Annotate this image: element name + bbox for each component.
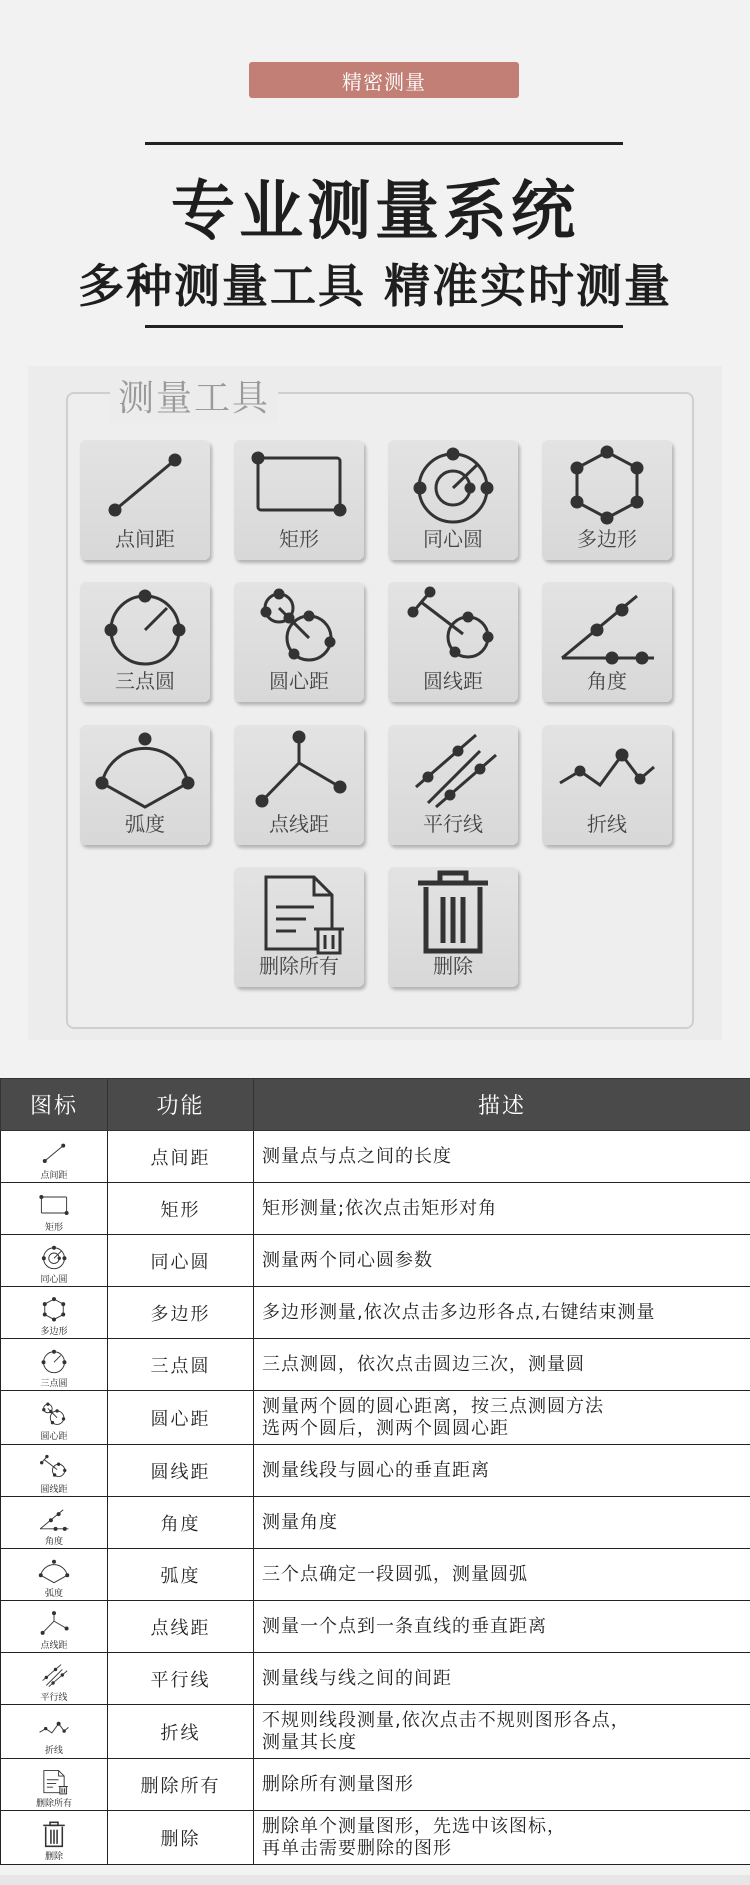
tool-label: 平行线 xyxy=(423,812,483,836)
circle-line-distance-icon xyxy=(34,1449,74,1485)
row-icon-cell xyxy=(1,1445,108,1497)
tool-label: 角度 xyxy=(587,669,627,693)
row-description: 矩形测量;依次点击矩形对角 xyxy=(254,1183,750,1235)
circle-line-distance-icon xyxy=(388,582,518,670)
row-icon-cell xyxy=(1,1183,108,1235)
tool-circle-line-distance[interactable] xyxy=(388,582,518,702)
row-description: 三个点确定一段圆弧，测量圆弧 xyxy=(254,1549,750,1601)
row-description: 测量线与线之间的间距 xyxy=(254,1653,750,1705)
tool-label: 三点圆 xyxy=(115,669,175,693)
point-line-distance-icon xyxy=(234,725,364,813)
page-subtitle: 多种测量工具 精准实时测量 xyxy=(77,259,672,313)
delete-all-icon xyxy=(34,1763,74,1799)
table-row xyxy=(1,1811,750,1865)
mini-label: 弧度 xyxy=(44,1588,63,1599)
row-icon-cell xyxy=(1,1811,108,1865)
row-function: 折线 xyxy=(108,1705,254,1759)
row-icon-cell xyxy=(1,1339,108,1391)
mini-label: 角度 xyxy=(44,1536,63,1547)
row-description: 测量两个圆的圆心距离，按三点测圆方法 选两个圆后，测两个圆圆心距 xyxy=(254,1391,750,1445)
center-distance-icon xyxy=(34,1396,74,1432)
tool-label: 删除所有 xyxy=(259,954,339,978)
point-distance-icon xyxy=(80,440,210,528)
tool-label: 点线距 xyxy=(269,812,329,836)
point-line-distance-icon xyxy=(34,1605,74,1641)
rectangle-icon xyxy=(234,440,364,528)
table-row xyxy=(1,1287,750,1339)
mini-label: 圆心距 xyxy=(40,1431,68,1442)
parallel-lines-icon xyxy=(34,1657,74,1693)
table-row xyxy=(1,1339,750,1391)
row-icon-cell xyxy=(1,1653,108,1705)
concentric-circle-icon xyxy=(388,440,518,528)
tool-delete[interactable] xyxy=(388,867,518,987)
polygon-icon xyxy=(34,1291,74,1327)
row-function: 同心圆 xyxy=(108,1235,254,1287)
tool-label: 弧度 xyxy=(125,812,165,836)
header-icon: 图标 xyxy=(1,1079,108,1131)
row-function: 三点圆 xyxy=(108,1339,254,1391)
table-row xyxy=(1,1759,750,1811)
tool-rectangle[interactable] xyxy=(234,440,364,560)
polyline-icon xyxy=(34,1710,74,1746)
tool-label: 圆心距 xyxy=(269,669,329,693)
tool-label: 同心圆 xyxy=(423,527,483,551)
row-icon-cell xyxy=(1,1549,108,1601)
tools-panel-title: 测量工具 xyxy=(110,370,278,421)
tool-point-line-distance[interactable] xyxy=(234,725,364,845)
row-function: 删除所有 xyxy=(108,1759,254,1811)
concentric-circle-icon xyxy=(34,1239,74,1275)
table-row xyxy=(1,1391,750,1445)
row-description: 不规则线段测量,依次点击不规则图形各点， 测量其长度 xyxy=(254,1705,750,1759)
row-icon-cell xyxy=(1,1235,108,1287)
mini-label: 点线距 xyxy=(40,1640,68,1651)
bottom-strip xyxy=(0,1875,750,1885)
row-icon-cell xyxy=(1,1601,108,1653)
mini-label: 点间距 xyxy=(40,1170,68,1181)
row-function: 弧度 xyxy=(108,1549,254,1601)
table-row xyxy=(1,1549,750,1601)
parallel-lines-icon xyxy=(388,725,518,813)
tool-label: 点间距 xyxy=(115,527,175,551)
three-point-circle-icon xyxy=(34,1343,74,1379)
row-function: 角度 xyxy=(108,1497,254,1549)
tool-point-distance[interactable] xyxy=(80,440,210,560)
row-function: 平行线 xyxy=(108,1653,254,1705)
row-description: 三点测圆，依次点击圆边三次，测量圆 xyxy=(254,1339,750,1391)
mini-label: 圆线距 xyxy=(40,1484,68,1495)
header-function: 功能 xyxy=(108,1079,254,1131)
bottom-rule xyxy=(145,325,623,328)
tool-three-point-circle[interactable] xyxy=(80,582,210,702)
row-function: 点间距 xyxy=(108,1131,254,1183)
tool-label: 圆线距 xyxy=(423,669,483,693)
row-function: 矩形 xyxy=(108,1183,254,1235)
three-point-circle-icon xyxy=(80,582,210,670)
row-description: 测量线段与圆心的垂直距离 xyxy=(254,1445,750,1497)
tool-concentric-circle[interactable] xyxy=(388,440,518,560)
trash-icon xyxy=(388,867,518,955)
mini-label: 删除 xyxy=(44,1851,63,1862)
angle-icon xyxy=(34,1501,74,1537)
table-row xyxy=(1,1653,750,1705)
page-title: 专业测量系统 xyxy=(171,175,579,249)
mini-label: 平行线 xyxy=(40,1692,68,1703)
tool-label: 矩形 xyxy=(279,527,319,551)
arc-icon xyxy=(34,1553,74,1589)
table-row xyxy=(1,1445,750,1497)
table-row xyxy=(1,1601,750,1653)
mini-label: 多边形 xyxy=(40,1326,68,1337)
table-row xyxy=(1,1497,750,1549)
row-icon-cell xyxy=(1,1131,108,1183)
mini-label: 折线 xyxy=(44,1745,63,1756)
rectangle-icon xyxy=(34,1187,74,1223)
row-description: 删除所有测量图形 xyxy=(254,1759,750,1811)
row-icon-cell xyxy=(1,1497,108,1549)
angle-icon xyxy=(542,582,672,670)
tool-label: 多边形 xyxy=(577,527,637,551)
mini-label: 矩形 xyxy=(44,1222,63,1233)
row-function: 点线距 xyxy=(108,1601,254,1653)
row-description: 测量一个点到一条直线的垂直距离 xyxy=(254,1601,750,1653)
trash-icon xyxy=(34,1816,74,1852)
mini-label: 删除所有 xyxy=(35,1798,72,1809)
row-description: 删除单个测量图形，先选中该图标， 再单击需要删除的图形 xyxy=(254,1811,750,1865)
polygon-icon xyxy=(542,440,672,528)
row-function: 圆线距 xyxy=(108,1445,254,1497)
table-row xyxy=(1,1705,750,1759)
tool-label: 折线 xyxy=(587,812,627,836)
tool-parallel-lines[interactable] xyxy=(388,725,518,845)
row-description: 多边形测量,依次点击多边形各点,右键结束测量 xyxy=(254,1287,750,1339)
delete-all-icon xyxy=(234,867,364,955)
header-description: 描述 xyxy=(254,1079,750,1131)
row-description: 测量两个同心圆参数 xyxy=(254,1235,750,1287)
row-icon-cell xyxy=(1,1705,108,1759)
tool-label: 删除 xyxy=(433,954,473,978)
tool-angle[interactable] xyxy=(542,582,672,702)
mini-label: 同心圆 xyxy=(40,1274,68,1285)
top-rule xyxy=(145,142,623,145)
tool-polygon[interactable] xyxy=(542,440,672,560)
row-icon-cell xyxy=(1,1759,108,1811)
mini-label: 三点圆 xyxy=(40,1378,68,1389)
row-description: 测量角度 xyxy=(254,1497,750,1549)
tool-polyline[interactable] xyxy=(542,725,672,845)
row-function: 圆心距 xyxy=(108,1391,254,1445)
row-icon-cell xyxy=(1,1391,108,1445)
polyline-icon xyxy=(542,725,672,813)
row-description: 测量点与点之间的长度 xyxy=(254,1131,750,1183)
header-badge: 精密测量 xyxy=(249,62,519,98)
table-row xyxy=(1,1235,750,1287)
arc-icon xyxy=(80,725,210,813)
row-function: 删除 xyxy=(108,1811,254,1865)
table-row xyxy=(1,1131,750,1183)
table-header-row xyxy=(1,1079,750,1131)
row-function: 多边形 xyxy=(108,1287,254,1339)
tool-description-table xyxy=(0,1078,750,1865)
row-icon-cell xyxy=(1,1287,108,1339)
tool-delete-all[interactable] xyxy=(234,867,364,987)
center-distance-icon xyxy=(234,582,364,670)
point-distance-icon xyxy=(34,1135,74,1171)
tool-center-distance[interactable] xyxy=(234,582,364,702)
table-row xyxy=(1,1183,750,1235)
tool-arc[interactable] xyxy=(80,725,210,845)
